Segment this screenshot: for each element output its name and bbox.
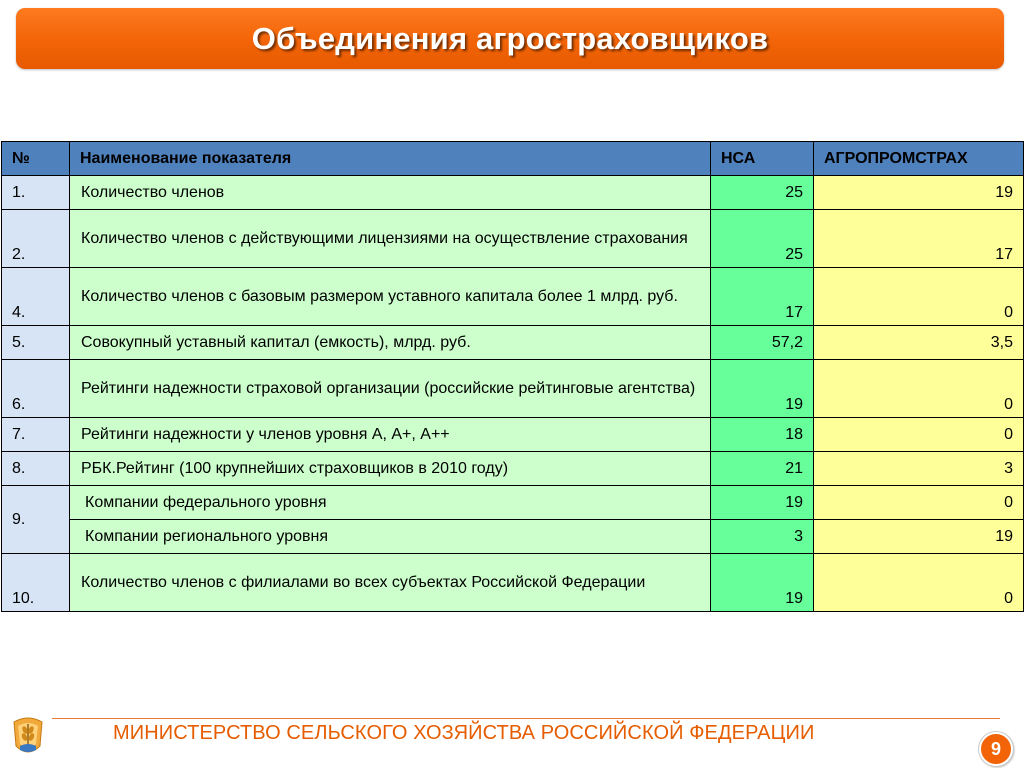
row-agro-value: 0 (814, 360, 1024, 418)
header-name: Наименование показателя (70, 142, 711, 176)
row-num: 1. (2, 176, 70, 210)
row-num: 10. (2, 554, 70, 612)
agro-insurers-table (1, 141, 1024, 612)
row-name: Количество членов (70, 176, 711, 210)
table-row (2, 326, 1024, 360)
table-row (2, 520, 1024, 554)
row-name: Количество членов с филиалами во всех субъектах Российской Федерации (70, 554, 711, 612)
row-agro-value: 3 (814, 452, 1024, 486)
table-row (2, 418, 1024, 452)
row-nca-value: 25 (711, 210, 814, 268)
row-agro-value: 17 (814, 210, 1024, 268)
row-name: Компании федерального уровня (70, 486, 711, 520)
row-num: 2. (2, 210, 70, 268)
header-agro: АГРОПРОМСТРАХ (814, 142, 1024, 176)
page-title: Объединения агростраховщиков (251, 20, 769, 56)
row-nca-value: 19 (711, 360, 814, 418)
row-agro-value: 19 (814, 520, 1024, 554)
row-agro-value: 0 (814, 418, 1024, 452)
table-header-row (2, 142, 1024, 176)
wheat-emblem-icon (6, 716, 50, 760)
row-num: 8. (2, 452, 70, 486)
row-nca-value: 3 (711, 520, 814, 554)
row-agro-value: 0 (814, 268, 1024, 326)
row-agro-value: 0 (814, 486, 1024, 520)
row-nca-value: 25 (711, 176, 814, 210)
title-bar (16, 8, 1004, 69)
row-name: Рейтинги надежности у членов уровня А, А+, А++ (70, 418, 711, 452)
row-name: Рейтинги надежности страховой организации (российские рейтинговые агентства) (70, 360, 711, 418)
row-name: Количество членов с действующими лицензиями на осуществление страхования (70, 210, 711, 268)
row-num: 4. (2, 268, 70, 326)
row-nca-value: 19 (711, 554, 814, 612)
row-nca-value: 17 (711, 268, 814, 326)
row-name: РБК.Рейтинг (100 крупнейших страховщиков в 2010 году) (70, 452, 711, 486)
row-num: 9. (2, 486, 70, 554)
table-row (2, 554, 1024, 612)
row-nca-value: 21 (711, 452, 814, 486)
row-num: 6. (2, 360, 70, 418)
row-nca-value: 19 (711, 486, 814, 520)
table-row (2, 268, 1024, 326)
header-num: № (2, 142, 70, 176)
table-row (2, 176, 1024, 210)
row-agro-value: 3,5 (814, 326, 1024, 360)
header-nca: НСА (711, 142, 814, 176)
row-num: 7. (2, 418, 70, 452)
table-row (2, 486, 1024, 520)
row-name: Совокупный уставный капитал (емкость), млрд. руб. (70, 326, 711, 360)
row-agro-value: 19 (814, 176, 1024, 210)
row-num: 5. (2, 326, 70, 360)
table-row (2, 360, 1024, 418)
row-agro-value: 0 (814, 554, 1024, 612)
ministry-footer-text: МИНИСТЕРСТВО СЕЛЬСКОГО ХОЗЯЙСТВА РОССИЙСКОЙ ФЕДЕРАЦИИ (113, 722, 815, 744)
page-number-badge: 9 (979, 732, 1013, 766)
row-name: Количество членов с базовым размером уставного капитала более 1 млрд. руб. (70, 268, 711, 326)
row-nca-value: 57,2 (711, 326, 814, 360)
row-nca-value: 18 (711, 418, 814, 452)
row-name: Компании регионального уровня (70, 520, 711, 554)
table-row (2, 210, 1024, 268)
table-row (2, 452, 1024, 486)
footer-divider (52, 718, 1000, 719)
